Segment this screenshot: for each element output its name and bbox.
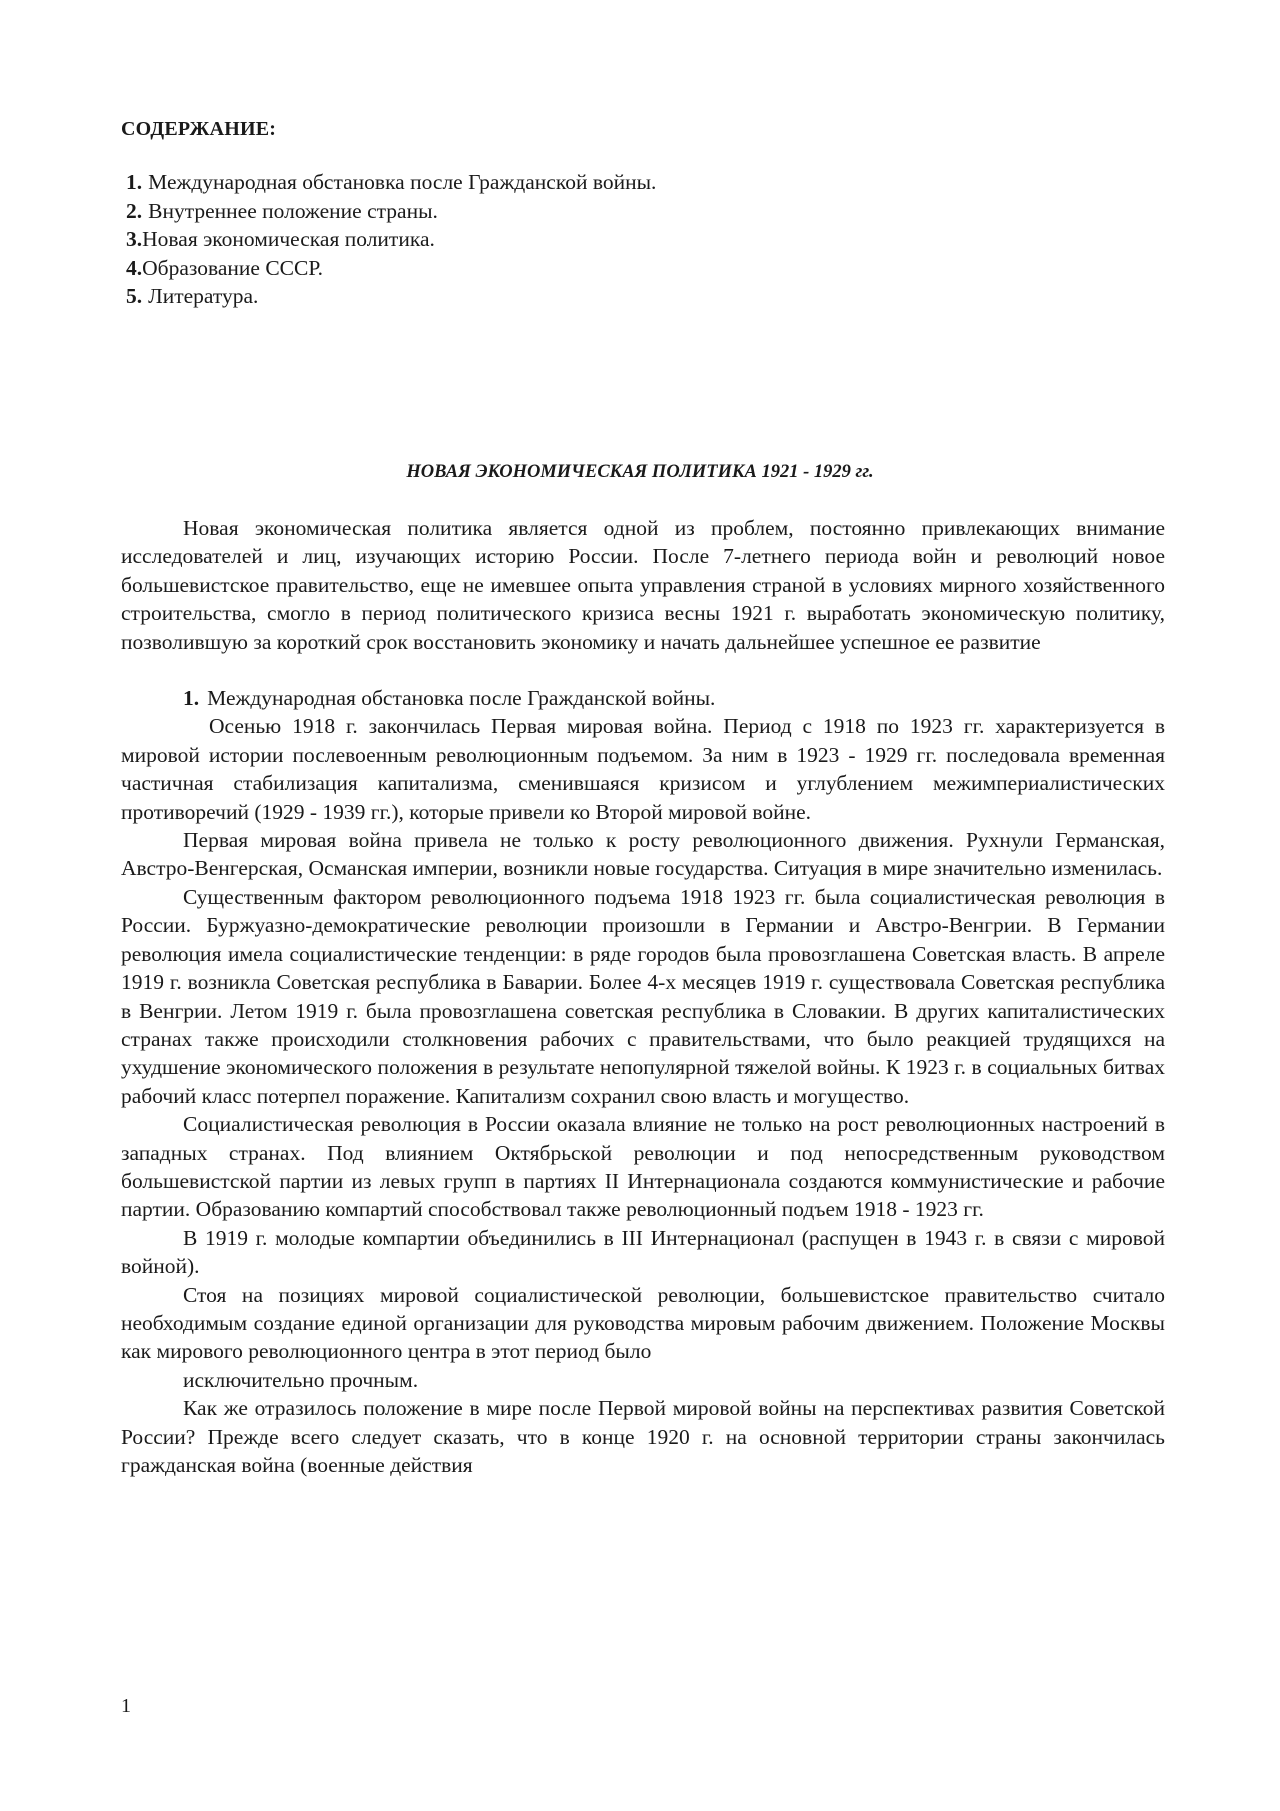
body-paragraph: Первая мировая война привела не только к росту революционного движения. Рухнули Германская, Австро-Венгерская, Османская империи, возникли новые государства. Ситуация в мире значительно изменилась.	[121, 828, 1165, 881]
toc-item-number: 2.	[126, 198, 143, 223]
section-number: 1.	[183, 686, 200, 711]
body-paragraph: В 1919 г. молодые компартии объединились в III Интернационал (распущен в 1943 г. в связи с мировой войной).	[121, 1225, 1165, 1279]
body-paragraph: Стоя на позициях мировой социалистической революции, большевистское правительство считало необходимым создание единой организации для руководства мировым рабочим движением. Положение Москвы как мирового революционного центра в этот период было	[121, 1282, 1165, 1364]
section-heading	[121, 684, 1165, 712]
body-paragraph: Социалистическая революция в России оказала влияние не только на рост революционных настроений в западных странах. Под влиянием Октябрьской революции и под непосредственным руководством большевистской партии из левых групп в партиях II Интернационала создаются коммунистические и рабочие партии. Образованию компартий способствовал также революционный подъем 1918 - 1923 гг.	[121, 1112, 1165, 1222]
intro-paragraph: Новая экономическая политика является одной из проблем, постоянно привлекающих внимание исследователей и лиц, изучающих историю России. После 7-летнего периода войн и революций новое большевистское правительство, еще не имевшее опыта управления страной в условиях мирного хозяйственного строительства, смогло в период политического кризиса весны 1921 г. выработать экономическую политику, позволившую за короткий срок восстановить экономику и начать дальнейшее успешное ее развитие	[121, 516, 1165, 654]
body-paragraph: Осенью 1918 г. закончилась Первая мировая война. Период с 1918 по 1923 гг. характеризуется в мировой истории послевоенным революционным подъемом. За ним в 1923 - 1929 гг. последовала временная частичная стабилизация капитализма, сменившаяся кризисом и углублением межимпериалистических противоречий (1929 - 1939 гг.), которые привели ко Второй мировой войне.	[121, 714, 1165, 824]
body-paragraph: исключительно прочным.	[183, 1367, 419, 1392]
main-title: НОВАЯ ЭКОНОМИЧЕСКАЯ ПОЛИТИКА 1921 - 1929 гг.	[406, 462, 874, 482]
toc-item-number: 3.	[126, 227, 143, 252]
toc-item-number: 4.	[126, 255, 143, 280]
toc-item	[126, 168, 656, 197]
toc-item	[126, 197, 656, 226]
toc-item-text: Международная обстановка после Гражданской войны.	[148, 170, 657, 194]
body-paragraph: Существенным фактором революционного подъема 1918 1923 гг. была социалистическая революция в России. Буржуазно-демократические революции произошли в Германии и Австро-Венгрии. В Германии революция имела социалистические тенденции: в ряде городов была провозглашена Советская власть. В апреле 1919 г. возникла Советская республика в Баварии. Более 4-х месяцев 1919 г. существовала Советская республика в Венгрии. Летом 1919 г. была провозглашена советская республика в Словакии. В других капиталистических странах также происходили столкновения рабочих с правительствами, что было реакцией трудящихся на ухудшение экономического положения в результате непопулярной тяжелой войны. К 1923 г. в социальных битвах рабочий класс потерпел поражение. Капитализм сохранил свою власть и могущество.	[121, 884, 1165, 1108]
page-number: 1	[121, 1695, 131, 1717]
toc-item	[126, 282, 656, 311]
toc-item	[126, 225, 656, 254]
toc-item-text: Литература.	[148, 284, 259, 309]
toc-item-text: Образование СССР.	[142, 255, 324, 280]
body-paragraph: Как же отразилось положение в мире после Первой мировой войны на перспективах развития Советской России? Прежде всего следует сказать, что в конце 1920 г. на основной территории страны закончилась гражданская война (военные действия	[121, 1396, 1165, 1477]
toc-item-number: 1.	[126, 170, 143, 194]
toc-item-number: 5.	[126, 284, 143, 309]
toc-item	[126, 254, 656, 283]
section-title: Международная обстановка после Гражданской войны.	[207, 686, 716, 711]
document-body	[121, 514, 1165, 1479]
toc-title: СОДЕРЖАНИЕ:	[121, 118, 277, 140]
toc-item-text: Новая экономическая политика.	[142, 227, 435, 252]
toc-item-text: Внутреннее положение страны.	[148, 198, 438, 223]
toc-list	[126, 168, 656, 311]
